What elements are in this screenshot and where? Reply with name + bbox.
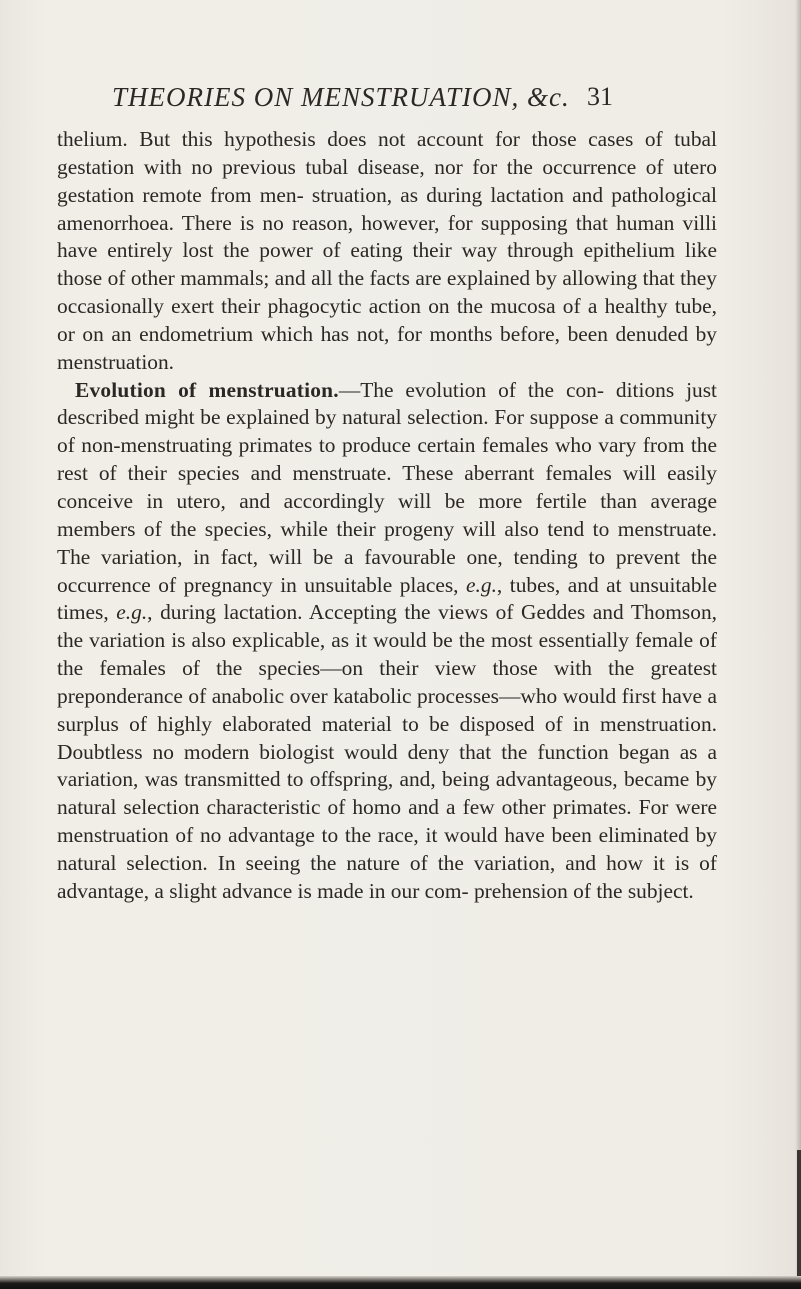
paragraph-2-text-b: , tubes, and at unsuitable times, [57,572,717,625]
paragraph-1: thelium. But this hypothesis does not account for those cases of tubal gestation with no previous tubal disease, nor for the occurrence of utero gestation remote from men- struation, as during lactation and pathological amenorrhoea. There is no reason, however, for supposing that human villi have entirely lost the power of eating their way through epithelium like those of other mammals; and all the facts are explained by allowing that they occasionally exert their phagocytic action on the mucosa of a healthy tube, or on an endometrium which has not, for months before, been denuded by menstruation. [57,127,717,374]
paragraph-2-text-c: , during lactation. Accepting the views of Geddes and Thomson, the variation is also explicable, as it would be the most essentially female of the females of the species—on their view those with the greatest preponderance of anabolic over katabolic processes—who would first have a surplus of highly elaborated material to be disposed of in menstruation. Doubtless no modern biologist would deny that the function began as a variation, was transmitted to offspring, and, being advantageous, became by natural selection characteristic of homo and a few other primates. For were menstruation of no advantage to the race, it would have been eliminated by natural selection. In seeing the nature of the variation, and how it is of advantage, a slight advance is made in our com- prehension of the subject. [57,600,717,903]
running-title: THEORIES ON MENSTRUATION, &c. [112,82,570,112]
scan-bottom-edge [0,1276,801,1289]
body-text [57,126,717,906]
abbrev-eg-1: e.g. [466,572,497,597]
page-edge-shadow [795,0,801,1289]
abbrev-eg-2: e.g. [116,600,148,625]
page-header [112,82,712,122]
page-edge-mark [797,1150,801,1276]
paragraph-2 [57,377,717,906]
paragraph-2-text-a: —The evolution of the con- ditions just described might be explained by natural selection. For suppose a community of non-menstruating primates to produce certain females who vary from the rest of their species and menstruate. These aberrant females will easily conceive in utero, and accordingly will be more fertile than average members of the species, while their progeny will also tend to menstruate. The variation, in fact, will be a favourable one, tending to prevent the occurrence of pregnancy in unsuitable places, [57,377,717,597]
section-heading: Evolution of menstruation. [75,377,339,402]
page-number: 31 [587,82,613,111]
